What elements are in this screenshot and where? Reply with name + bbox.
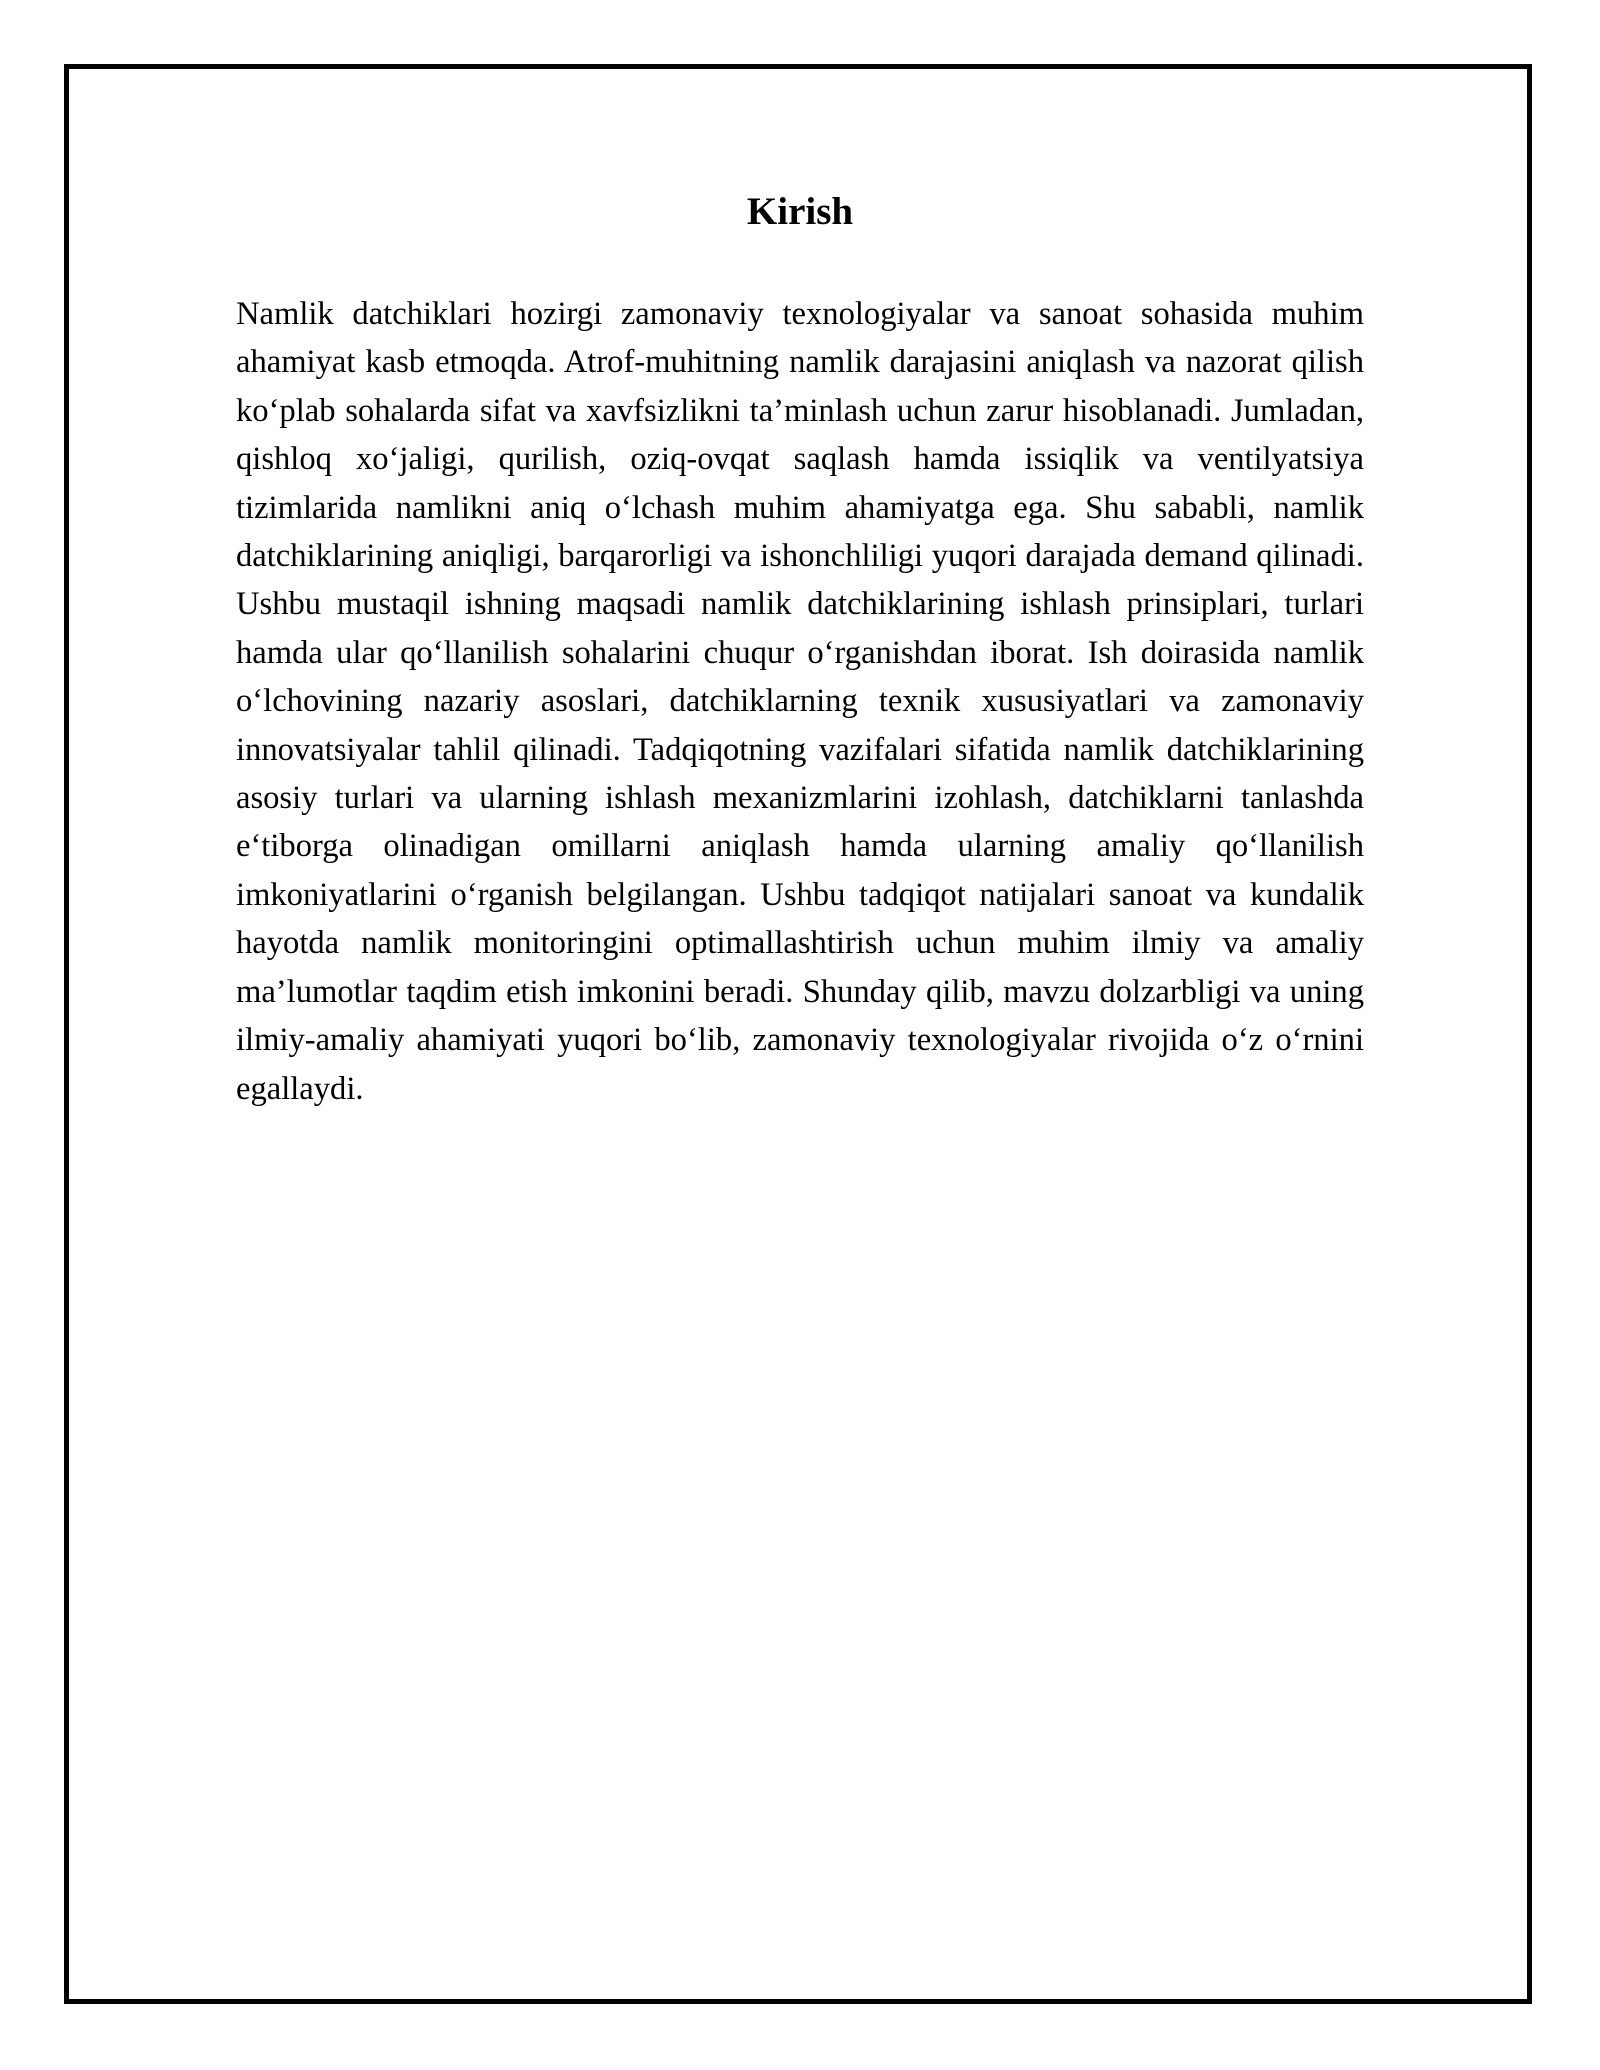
document-title: Kirish [746,190,854,233]
document-paragraph: Namlik datchiklari hozirgi zamonaviy texnologiyalar va sanoat sohasida muhim ahamiyat kasb etmoqda. Atrof-muhitning namlik darajasini aniqlash va nazorat qilish ko‘plab sohalarda sifat va xavfsizlikni ta’minlash uchun zarur hisoblanadi. Jumladan, qishloq xo‘jaligi, qurilish, oziq-ovqat saqlash hamda issiqlik va ventilyatsiya tizimlarida namlikni aniq o‘lchash muhim ahamiyatga ega. Shu sababli, namlik datchiklarining aniqligi, barqarorligi va ishonchliligi yuqori darajada demand qilinadi. Ushbu mustaqil ishning maqsadi namlik datchiklarining ishlash prinsiplari, turlari hamda ular qo‘llanilish sohalarini chuqur o‘rganishdan iborat. Ish doirasida namlik o‘lchovining nazariy asoslari, datchiklarning texnik xususiyatlari va zamonaviy innovatsiyalar tahlil qilinadi. Tadqiqotning vazifalari sifatida namlik datchiklarining asosiy turlari va ularning ishlash mexanizmlarini izohlash, datchiklarni tanlashda e‘tiborga olinadigan omillarni aniqlash hamda ularning amaliy qo‘llanilish imkoniyatlarini o‘rganish belgilangan. Ushbu tadqiqot natijalari sanoat va kundalik hayotda namlik monitoringini optimallashtirish uchun muhim ilmiy va amaliy ma’lumotlar taqdim etish imkonini beradi. Shunday qilib, mavzu dolzarbligi va uning ilmiy-amaliy ahamiyati yuqori bo‘lib, zamonaviy texnologiyalar rivojida o‘z o‘rnini egallaydi. [236,296,1364,1107]
